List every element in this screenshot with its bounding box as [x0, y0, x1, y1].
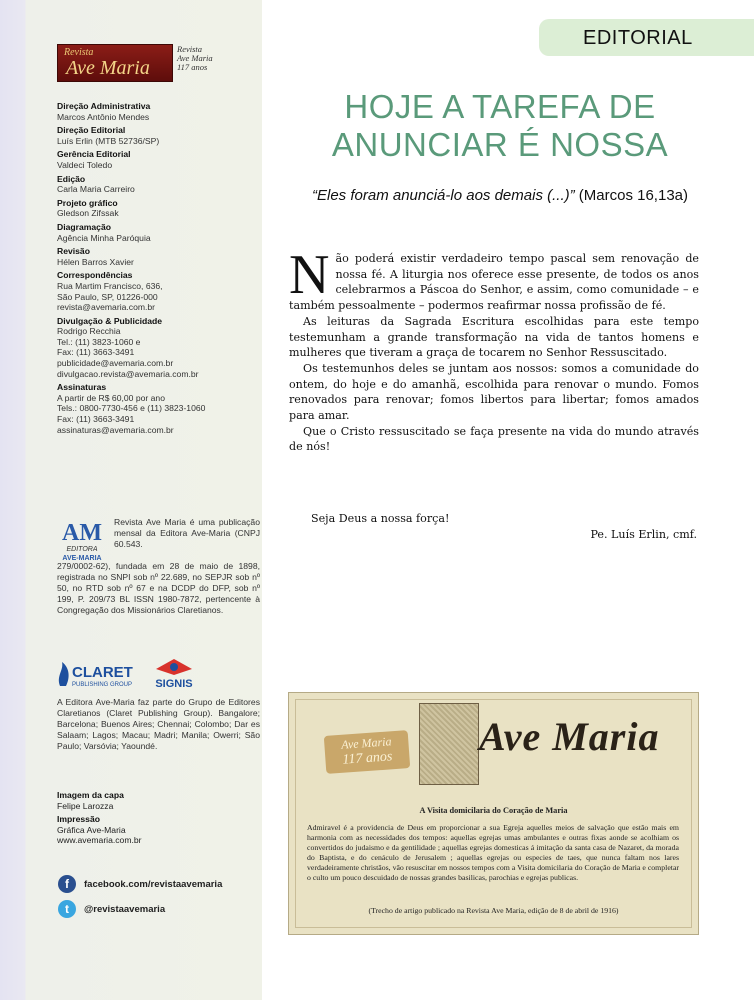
claret-group-info: A Editora Ave-Maria faz parte do Grupo de Editores Claretianos (Claret Publishing Group). Bangalore; Barcelona; Buenos Aires; Chennai; Colombo; Dar es Salaam; Lagos; Macau; Madri; Manila; Owerri; São Paulo; Varsóvia; Yaoundé.: [57, 697, 260, 751]
credit-label: Divulgação & Publicidade: [57, 315, 163, 326]
logo-title: Ave Maria: [66, 57, 150, 79]
svg-text:AVE-MARIA: AVE-MARIA: [62, 555, 102, 562]
svg-text:SIGNIS: SIGNIS: [155, 678, 193, 690]
clipping-text: Admiravel é a providencia de Deus em proporcionar a sua Egreja aquelles meios de salvação que estão mais em harmonia com as necessidades dos tempos: aquellas egrejas umas ambulantes e outras fixas aonde se acolhiam os convertidos do judaismo e da gentilidade ; aquellas egrejas domesticas á imitação da santa casa de Nazaret, da morada do Baptista, e do cenáculo de Jerusalem ; aquellas egrejas ou especies de taes, que nunca faltam nos lares verdadeiramente christãos, vão resuscitar em nossos tempos com a Visita domicilaria do Coração de Maria e completar o culto um pouco descuidado de nossas grandes basilicas, parochias e egrejas publicas.: [307, 823, 679, 883]
clipping-title: Ave Maria: [479, 714, 660, 759]
editorial-body: [289, 244, 699, 455]
svg-text:PUBLISHING GROUP: PUBLISHING GROUP: [72, 682, 133, 688]
publisher-info: 279/0002-62), fundada em 28 de maio de 1898, registrada no SNPI sob nº 22.689, no SEPJR sob nº 50, no RTD sob nº 67 e na DCDP do DFP, sob nº 199, P. 209/73 BL ISSN 1980-7872, pertencente à Congregação dos Missionários Claretianos.: [57, 561, 260, 615]
magazine-logo: [57, 44, 173, 82]
credit-value: Fax: (11) 3663-3491: [57, 347, 135, 358]
credit-value: São Paulo, SP, 01226-000: [57, 291, 158, 302]
twitter-link[interactable]: [58, 899, 165, 919]
svg-text:EDITORA: EDITORA: [66, 546, 98, 553]
flame-icon: [59, 662, 69, 686]
credit-label: Revisão: [57, 246, 90, 257]
title-line: HOJE A TAREFA DE: [344, 88, 656, 125]
credit-label: Assinaturas: [57, 382, 107, 393]
paragraph-text: ão poderá existir verdadeiro tempo pascal sem renovação de nossa fé. A liturgia nos oferece esse presente, de todos os anos celebrarmos a Páscoa do Senhor, e assim, como comunidade – e também pessoalmente – podermos reafirmar nossa profissão de fé.: [289, 252, 699, 313]
svg-text:AM: AM: [62, 520, 102, 546]
twitter-icon: t: [58, 900, 76, 918]
credit-label: Impressão: [57, 814, 100, 825]
twitter-handle: @revistaavemaria: [84, 903, 166, 915]
closing-line: Seja Deus a nossa força!: [311, 512, 450, 525]
paragraph: Que o Cristo ressuscitado se faça presente na vida do mundo através de nós!: [289, 424, 699, 454]
credit-value: Valdeci Toledo: [57, 159, 113, 170]
logo-side-line: 117 anos: [177, 62, 208, 72]
publisher-info-intro: Revista Ave Maria é uma publicação mensal da Editora Ave-Maria (CNPJ 60.543.: [114, 517, 260, 549]
vintage-illustration: [419, 703, 479, 785]
credit-value: Carla Maria Carreiro: [57, 184, 135, 195]
credit-label: Diagramação: [57, 221, 111, 232]
logo-side-text: [177, 45, 213, 72]
website-link[interactable]: www.avemaria.com.br: [57, 835, 142, 846]
credit-value: Fax: (11) 3663-3491: [57, 414, 135, 425]
clipping-source-note: (Trecho de artigo publicado na Revista Ave Maria, edição de 8 de abril de 1916): [368, 906, 619, 915]
epigraph-quote: [300, 186, 700, 205]
credit-value: Gráfica Ave-Maria: [57, 824, 126, 835]
credit-email-link[interactable]: publicidade@avemaria.com.br: [57, 358, 174, 369]
logo-side-line: Revista: [177, 44, 203, 54]
credit-value: Agência Minha Paróquia: [57, 232, 151, 243]
drop-cap: N: [289, 244, 330, 306]
credit-value: Luís Erlin (MTB 52736/SP): [57, 135, 160, 146]
svg-text:CLARET: CLARET: [72, 664, 133, 681]
credit-label: Projeto gráfico: [57, 197, 118, 208]
facebook-link[interactable]: [58, 874, 222, 894]
credit-email-link[interactable]: assinaturas@avemaria.com.br: [57, 424, 174, 435]
credit-label: Direção Editorial: [57, 125, 126, 136]
facebook-icon: f: [58, 875, 76, 893]
anniversary-banner: [324, 730, 410, 774]
credit-label: Edição: [57, 173, 86, 184]
archive-clipping: [288, 692, 699, 935]
editora-ave-maria-logo: [56, 518, 108, 564]
claret-publishing-logo: [56, 660, 146, 690]
credit-value: Tel.: (11) 3823-1060 e: [57, 336, 141, 347]
credit-email-link[interactable]: divulgacao.revista@avemaria.com.br: [57, 368, 199, 379]
section-tab-label: EDITORIAL: [583, 27, 693, 49]
credit-value: Gledson Zifssak: [57, 208, 119, 219]
logo-small-text: Revista: [64, 47, 94, 58]
author-signature: Pe. Luís Erlin, cmf.: [590, 528, 697, 541]
page-title: [300, 88, 700, 164]
credit-value: Hélen Barros Xavier: [57, 256, 134, 267]
credit-value: Tels.: 0800-7730-456 e (11) 3823-1060: [57, 403, 206, 414]
quote-reference: (Marcos 16,13a): [578, 187, 688, 204]
credit-label: Gerência Editorial: [57, 149, 131, 160]
credit-value: A partir de R$ 60,00 por ano: [57, 392, 165, 403]
clipping-caption: A Visita domicilaria do Coração de Maria: [419, 806, 568, 815]
masthead-credits: [57, 98, 257, 435]
paragraph: Os testemunhos deles se juntam aos nossos: somos a comunidade do ontem, do hoje e do amanhã, escolhida para renovar o mundo. Fomos renovados para renovar; fomos libertos para libertar; fomos amados para amar.: [289, 361, 699, 423]
facebook-handle: facebook.com/revistaavemaria: [84, 878, 223, 890]
signis-logo: [150, 651, 198, 691]
credit-label: Correspondências: [57, 270, 133, 281]
credit-value: Rua Martim Francisco, 636,: [57, 280, 163, 291]
banner-line: Ave Maria: [340, 734, 392, 752]
credit-email-link[interactable]: revista@avemaria.com.br: [57, 302, 156, 313]
cover-print-credits: [57, 787, 257, 846]
section-tab: [539, 19, 754, 56]
credit-value: Felipe Larozza: [57, 800, 114, 811]
credit-value: Rodrigo Recchia: [57, 326, 121, 337]
paragraph: As leituras da Sagrada Escritura escolhidas para este tempo testemunham a grande transformação na vida de tantos homens e mulheres que tiveram a graça de tocarem no Senhor Ressuscitado.: [289, 314, 699, 360]
logo-side-line: Ave Maria: [177, 53, 213, 63]
banner-line: 117 anos: [342, 749, 393, 768]
paragraph: [289, 244, 699, 314]
credit-value: Marcos Antônio Mendes: [57, 111, 150, 122]
credit-label: Direção Administrativa: [57, 101, 151, 111]
credit-label: Imagem da capa: [57, 790, 124, 800]
quote-text: “Eles foram anunciá-lo aos demais (...)”: [312, 187, 575, 204]
title-line: ANUNCIAR É NOSSA: [331, 126, 669, 163]
